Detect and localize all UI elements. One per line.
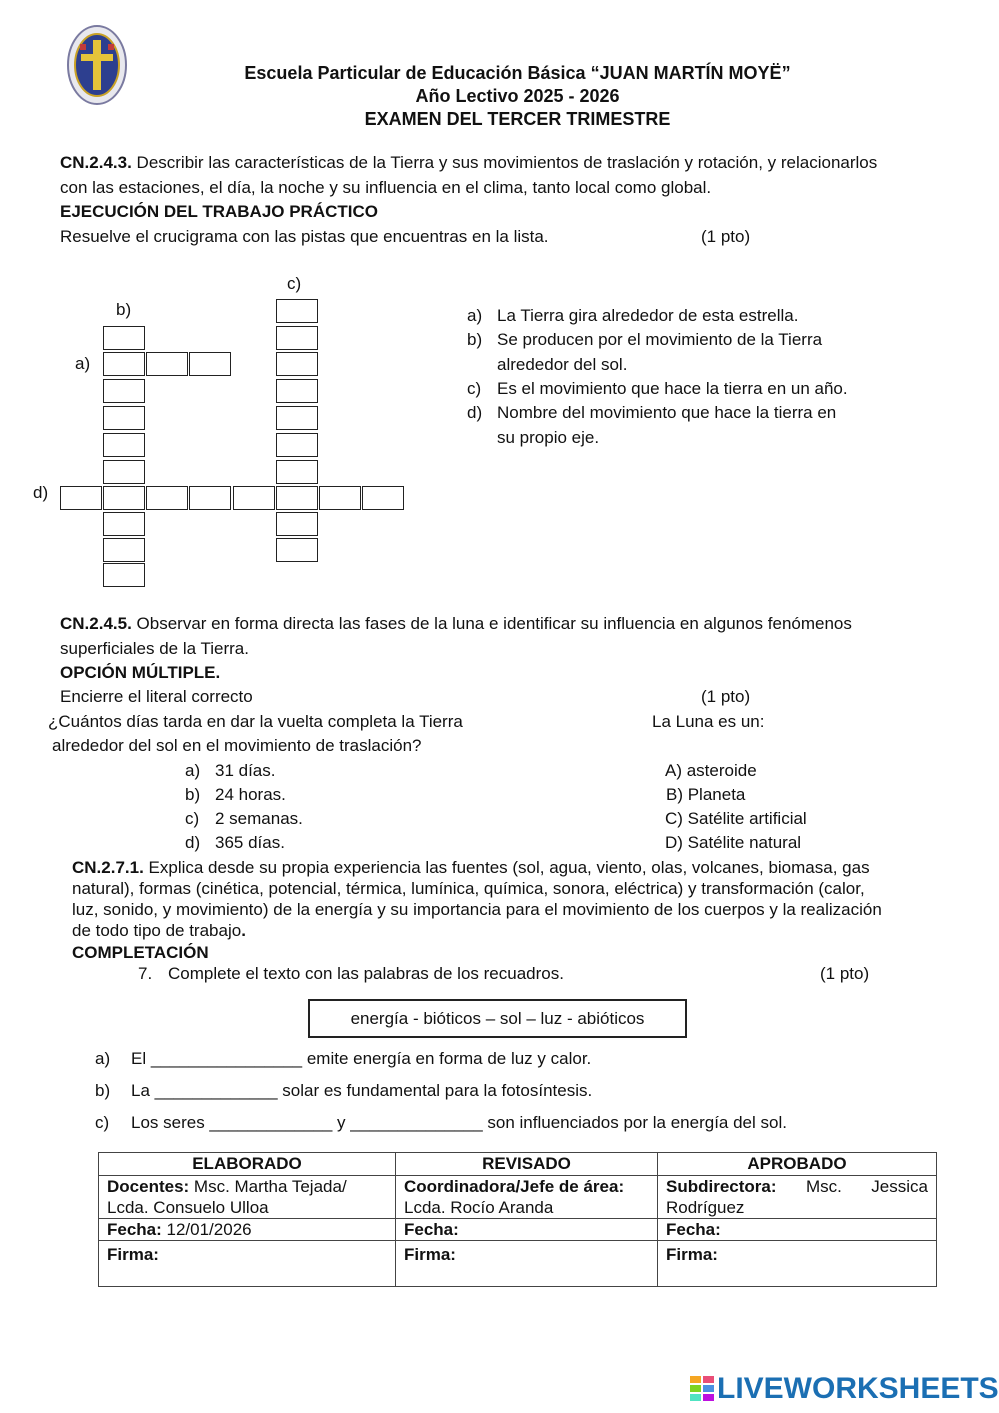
- revisado-names: [396, 1176, 658, 1219]
- exam-title: EXAMEN DEL TERCER TRIMESTRE: [364, 109, 671, 129]
- fill-item-text[interactable]: El ________________ emite energía en forma de luz y calor.: [131, 1049, 592, 1068]
- crossword-cell[interactable]: [189, 486, 231, 510]
- q1-option-text[interactable]: 365 días.: [215, 833, 285, 852]
- aprobado-firma: [658, 1241, 937, 1287]
- clue-text: Se producen por el movimiento de la Tierra: [497, 330, 823, 349]
- q1-option-text[interactable]: 24 horas.: [215, 785, 286, 804]
- section2-points: (1 pto): [701, 687, 751, 706]
- crossword-cell[interactable]: [276, 538, 318, 562]
- crossword-cell[interactable]: [103, 563, 145, 587]
- q2-option[interactable]: A) asteroide: [665, 761, 757, 780]
- header-elaborado: ELABORADO: [99, 1153, 396, 1176]
- clue-text: Nombre del movimiento que hace la tierra en: [497, 403, 837, 422]
- crossword-cell[interactable]: [276, 326, 318, 350]
- q1-option-marker[interactable]: a): [185, 761, 201, 780]
- crossword-cell[interactable]: [276, 512, 318, 536]
- crossword-cell[interactable]: [276, 299, 318, 323]
- section2-description: [60, 612, 960, 661]
- section3-code: CN.2.7.1.: [72, 858, 144, 877]
- fecha-label: Fecha:: [666, 1220, 721, 1239]
- crossword-cell[interactable]: [276, 486, 318, 510]
- q1-option-text[interactable]: 31 días.: [215, 761, 276, 780]
- school-name: Escuela Particular de Educación Básica “JUAN MARTÍN MOYË”: [244, 63, 791, 83]
- crossword-cell[interactable]: [276, 379, 318, 403]
- section1-points: (1 pto): [701, 227, 751, 246]
- signature-header-row: [99, 1153, 937, 1176]
- section2-text-line2: superficiales de la Tierra.: [60, 638, 249, 658]
- crossword-label-d: d): [33, 483, 49, 502]
- question1-text-line1: ¿Cuántos días tarda en dar la vuelta completa la Tierra: [48, 712, 463, 731]
- crossword-cell[interactable]: [276, 352, 318, 376]
- section3-description: [72, 857, 972, 941]
- liveworksheets-brand: LIVEWORKSHEETS: [717, 1372, 999, 1405]
- section2-heading: OPCIÓN MÚLTIPLE.: [60, 663, 221, 682]
- section3-text-line3: luz, sonido, y movimiento) de la energía y su importancia para el movimiento de los cuerpos y la realización: [72, 900, 882, 919]
- header-revisado: REVISADO: [396, 1153, 658, 1176]
- subdirectora-title: Msc.: [805, 1177, 842, 1196]
- fill-item-marker: c): [95, 1113, 110, 1132]
- clue-marker: b): [467, 330, 483, 349]
- crossword-label-a: a): [75, 354, 91, 373]
- crossword-label-b: b): [116, 300, 132, 319]
- academic-year: Año Lectivo 2025 - 2026: [415, 86, 620, 106]
- docentes-value1: Msc. Martha Tejada/: [189, 1177, 347, 1196]
- signature-date-row: [99, 1219, 937, 1241]
- q2-option[interactable]: B) Planeta: [666, 785, 746, 804]
- section3-text-line2: natural), formas (cinética, potencial, térmica, lumínica, química, sonora, eléctrica) y transformación (calor,: [72, 879, 865, 898]
- section3-points: (1 pto): [820, 964, 870, 983]
- q1-option-text[interactable]: 2 semanas.: [215, 809, 303, 828]
- revisado-firma: [396, 1241, 658, 1287]
- section1-description: [60, 151, 960, 200]
- crossword-cell[interactable]: [103, 486, 145, 510]
- liveworksheets-icon: [690, 1376, 714, 1402]
- clue-text: su propio eje.: [497, 428, 600, 447]
- aprobado-date: [658, 1219, 937, 1241]
- crossword-cell[interactable]: [233, 486, 275, 510]
- fill-item-text[interactable]: Los seres _____________ y ______________ son influenciados por la energía del sol.: [131, 1113, 787, 1132]
- question2-text: La Luna es un:: [652, 712, 765, 731]
- q1-option-marker[interactable]: b): [185, 785, 201, 804]
- firma-label: Firma:: [404, 1245, 456, 1264]
- crossword-cell[interactable]: [103, 379, 145, 403]
- signature-names-row: [99, 1176, 937, 1219]
- question7-number: 7.: [138, 964, 153, 983]
- elaborado-firma: [99, 1241, 396, 1287]
- crossword-cell[interactable]: [362, 486, 404, 510]
- crossword-cell[interactable]: [146, 352, 188, 376]
- word-bank-box: energía - bióticos – sol – luz - abióticos: [308, 999, 687, 1038]
- fill-item-text[interactable]: La _____________ solar es fundamental para la fotosíntesis.: [131, 1081, 593, 1100]
- subdirectora-name: Jessica: [871, 1177, 928, 1196]
- q1-option-marker[interactable]: c): [185, 809, 200, 828]
- q1-option-marker[interactable]: d): [185, 833, 201, 852]
- fecha-label: Fecha:: [107, 1220, 162, 1239]
- fill-item-marker: a): [95, 1049, 111, 1068]
- fecha-label: Fecha:: [404, 1220, 459, 1239]
- subdirectora-surname: Rodríguez: [666, 1198, 745, 1217]
- coordinadora-value: Lcda. Rocío Aranda: [404, 1198, 554, 1217]
- clue-marker: c): [467, 379, 482, 398]
- q2-option[interactable]: D) Satélite natural: [665, 833, 802, 852]
- section1-text-line1: Describir las características de la Tierra y sus movimientos de traslación y rotación, y relacionarlos: [131, 153, 878, 172]
- elaborado-names: [99, 1176, 396, 1219]
- crossword-cell[interactable]: [189, 352, 231, 376]
- q2-option[interactable]: C) Satélite artificial: [665, 809, 807, 828]
- section3-text-end: .: [241, 921, 246, 940]
- crossword-cell[interactable]: [276, 406, 318, 430]
- clue-marker: d): [467, 403, 483, 422]
- docentes-value2: Lcda. Consuelo Ulloa: [107, 1198, 269, 1217]
- crossword-cell[interactable]: [60, 486, 102, 510]
- docentes-label: Docentes:: [107, 1177, 190, 1196]
- crossword-cell[interactable]: [103, 460, 145, 484]
- elaborado-date: [99, 1219, 396, 1241]
- section2-instruction: Encierre el literal correcto: [60, 687, 253, 706]
- fecha-value: 12/01/2026: [161, 1220, 252, 1239]
- revisado-date: [396, 1219, 658, 1241]
- section2-code: CN.2.4.5.: [60, 614, 132, 633]
- section3-heading: COMPLETACIÓN: [72, 943, 209, 962]
- subdirectora-label: Subdirectora:: [666, 1177, 777, 1196]
- crossword-cell[interactable]: [103, 352, 145, 376]
- section3-text-line1: Explica desde su propia experiencia las fuentes (sol, agua, viento, olas, volcanes, biomasa, gas: [143, 858, 870, 877]
- section1-text-line2: con las estaciones, el día, la noche y su influencia en el clima, tanto local como global.: [60, 177, 712, 197]
- clue-marker: a): [467, 306, 483, 325]
- firma-label: Firma:: [107, 1245, 159, 1264]
- crossword-cell[interactable]: [146, 486, 188, 510]
- section3-text-line4: de todo tipo de trabajo: [72, 921, 242, 940]
- crossword-cell[interactable]: [103, 538, 145, 562]
- crossword-label-c: c): [287, 274, 302, 293]
- crossword-cell[interactable]: [103, 512, 145, 536]
- section2-text-line1: Observar en forma directa las fases de la luna e identificar su influencia en algunos fenómenos: [131, 614, 852, 633]
- coordinadora-label: Coordinadora/Jefe de área:: [404, 1177, 625, 1196]
- header-aprobado: APROBADO: [658, 1153, 937, 1176]
- crossword-cell[interactable]: [103, 433, 145, 457]
- aprobado-names: [658, 1176, 937, 1219]
- firma-label: Firma:: [666, 1245, 718, 1264]
- crossword-cell[interactable]: [103, 326, 145, 350]
- crossword-cell[interactable]: [276, 460, 318, 484]
- signature-table: [98, 1152, 937, 1287]
- fill-item-marker: b): [95, 1081, 111, 1100]
- clue-text: La Tierra gira alrededor de esta estrella.: [497, 306, 799, 325]
- clue-text: Es el movimiento que hace la tierra en un año.: [497, 379, 848, 398]
- section1-heading: EJECUCIÓN DEL TRABAJO PRÁCTICO: [60, 202, 378, 221]
- question7-instruction: Complete el texto con las palabras de los recuadros.: [168, 964, 564, 983]
- crossword-cell[interactable]: [276, 433, 318, 457]
- question1-text-line2: alrededor del sol en el movimiento de traslación?: [52, 736, 422, 755]
- section1-instruction: Resuelve el crucigrama con las pistas que encuentras en la lista.: [60, 227, 549, 246]
- section1-code: CN.2.4.3.: [60, 153, 132, 172]
- crossword-cell[interactable]: [103, 406, 145, 430]
- crossword-cell[interactable]: [319, 486, 361, 510]
- signature-firma-row: [99, 1241, 937, 1287]
- clue-text: alrededor del sol.: [497, 355, 628, 374]
